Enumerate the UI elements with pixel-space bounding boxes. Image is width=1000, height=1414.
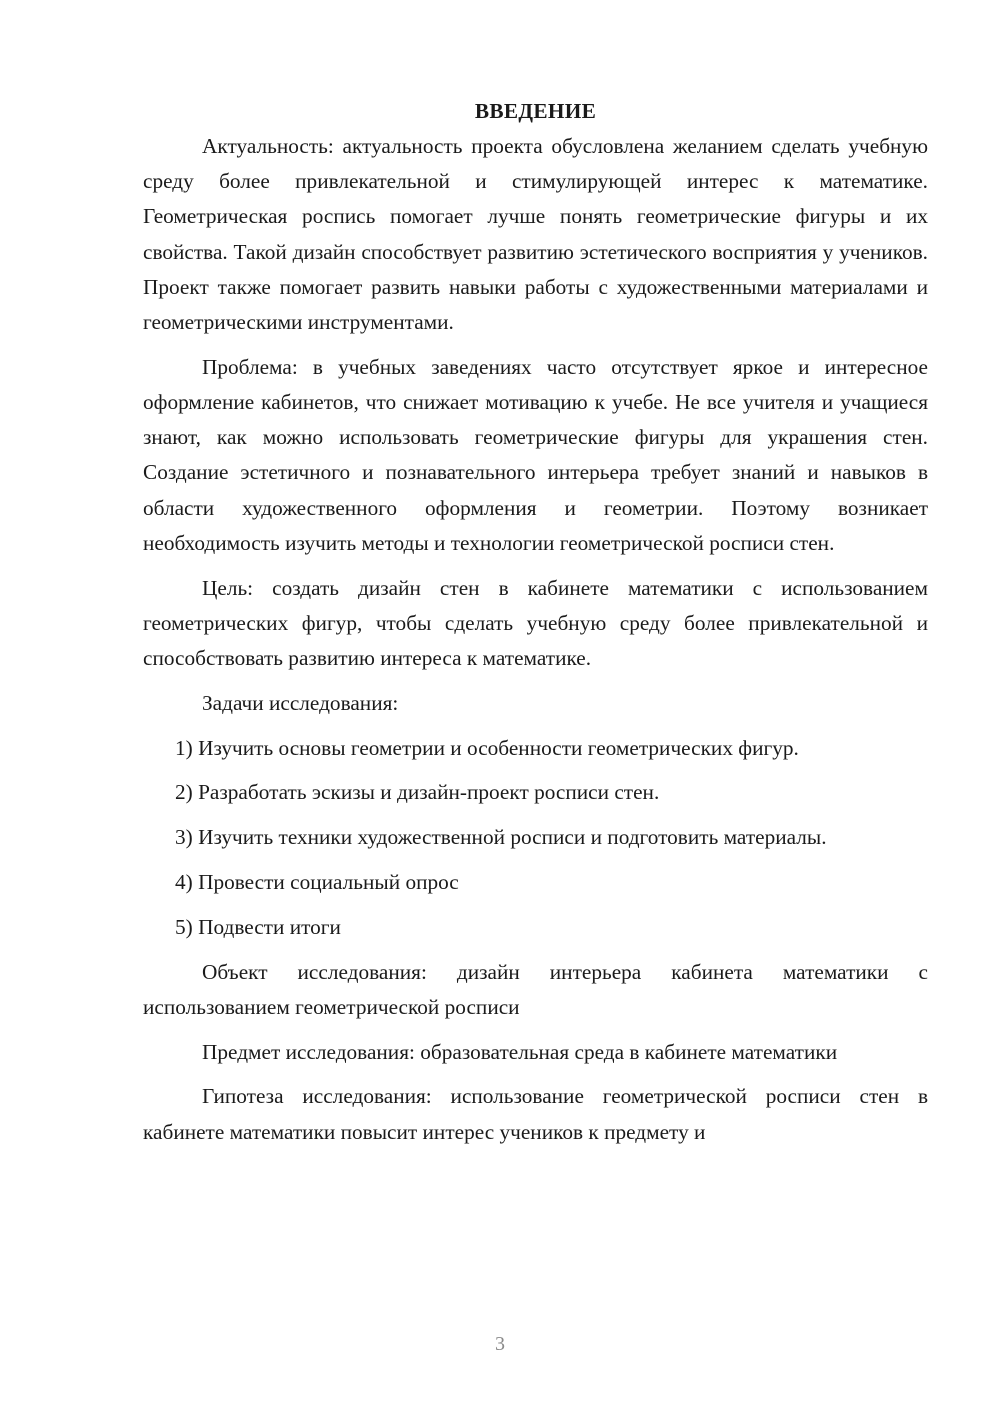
paragraph-hypothesis: Гипотеза исследования: использование геометрической росписи стен в кабинете математики повысит интерес учеников к предмету и	[143, 1084, 928, 1144]
page-number: 3	[495, 1333, 505, 1355]
task-item-4: 4) Провести социальный опрос	[175, 870, 459, 895]
task-item-3: 3) Изучить техники художественной росписи и подготовить материалы.	[175, 825, 827, 850]
task-item-5: 5) Подвести итоги	[175, 914, 341, 939]
task-item-1: 1) Изучить основы геометрии и особенности геометрических фигур.	[175, 735, 799, 760]
paragraph-relevance: Актуальность: актуальность проекта обусловлена желанием сделать учебную среду более привлекательной и стимулирующей интерес к математике. Геометрическая роспись помогает лучше понять геометрические фигуры и их свойства. Такой дизайн способствует развитию эстетического восприятия у учеников. Проект также помогает развить навыки работы с художественными материалами и геометрическими инструментами.	[143, 134, 928, 335]
paragraph-problem: Проблема: в учебных заведениях часто отсутствует яркое и интересное оформление кабинетов, что снижает мотивацию к учебе. Не все учителя и учащиеся знают, как можно использовать геометрические фигуры для украшения стен. Создание эстетичного и познавательного интерьера требует знаний и навыков в области художественного оформления и геометрии. Поэтому возникает необходимость изучить методы и технологии геометрической росписи стен.	[143, 354, 928, 555]
section-title: ВВЕДЕНИЕ	[474, 99, 597, 123]
paragraph-subject: Предмет исследования: образовательная среда в кабинете математики	[202, 1039, 838, 1064]
tasks-heading: Задачи исследования:	[202, 690, 399, 715]
document-page	[143, 93, 928, 1150]
paragraph-goal: Цель: создать дизайн стен в кабинете математики с использованием геометрических фигур, чтобы сделать учебную среду более привлекательной и способствовать развитию интереса к математике.	[143, 575, 928, 671]
paragraph-object: Объект исследования: дизайн интерьера кабинета математики с использованием геометрической росписи	[143, 959, 928, 1019]
task-item-2: 2) Разработать эскизы и дизайн-проект росписи стен.	[175, 780, 660, 805]
